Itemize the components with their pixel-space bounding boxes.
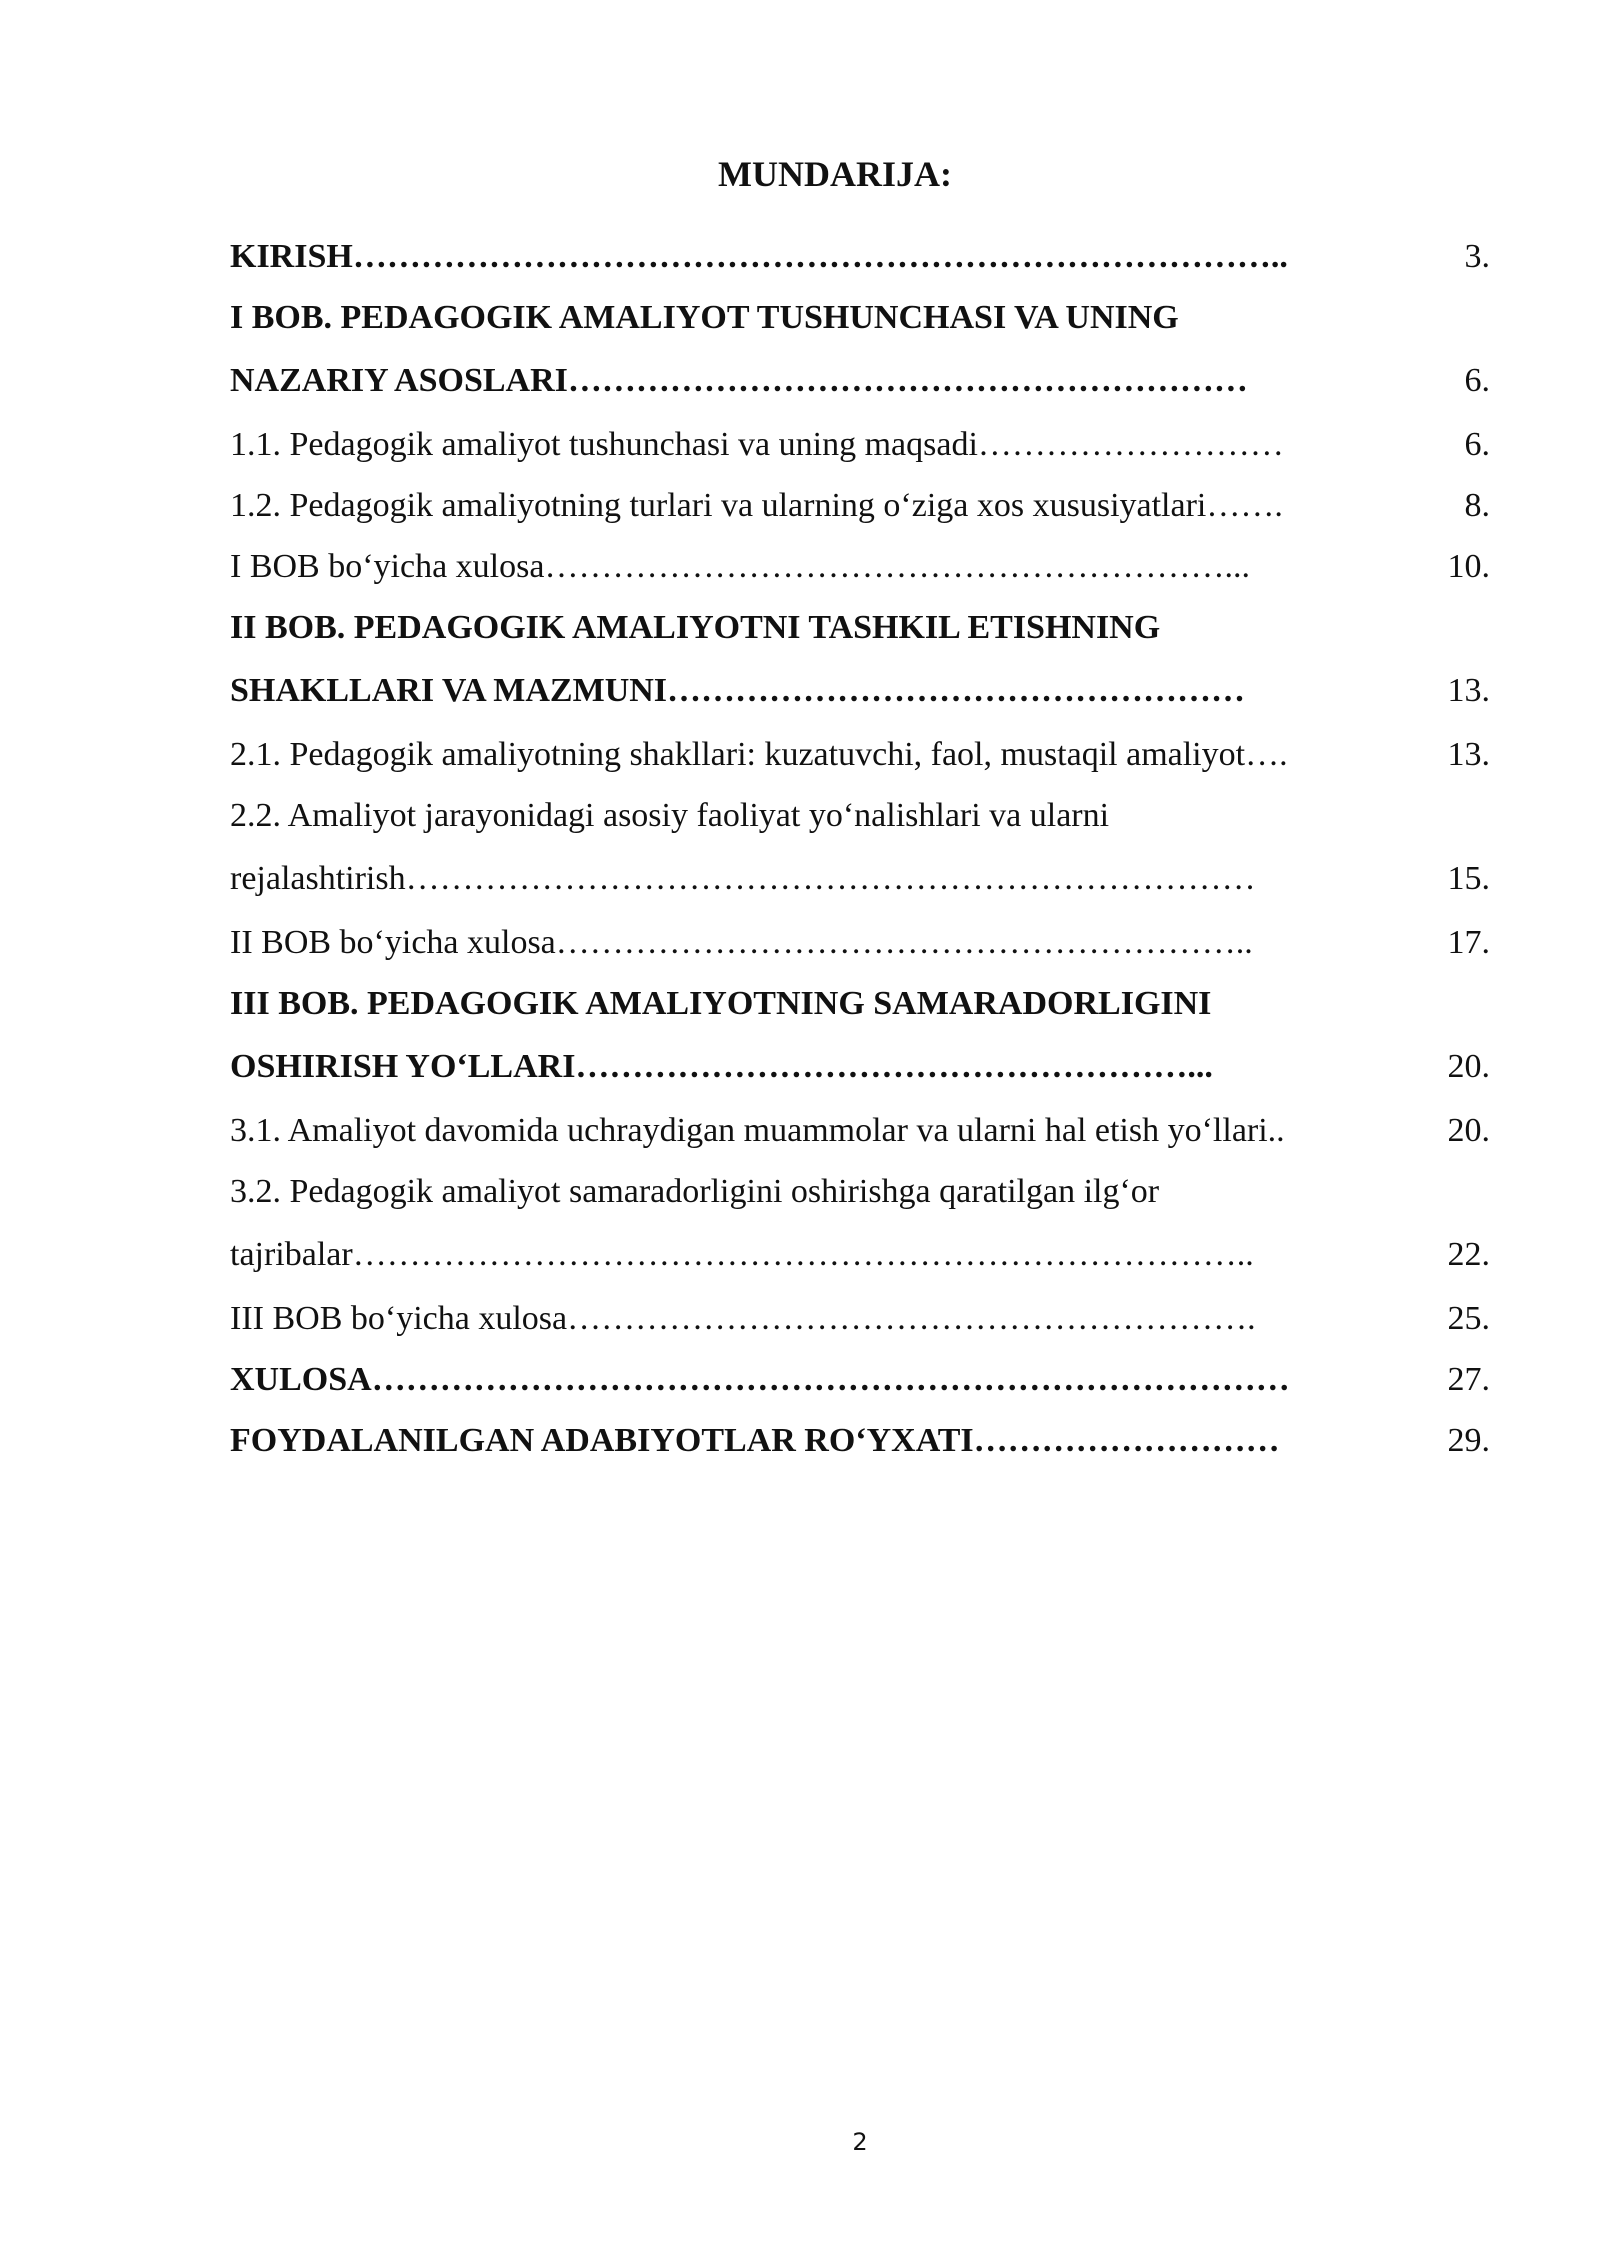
table-of-contents: [230, 226, 1490, 1471]
toc-page-number: 27.: [1447, 1361, 1490, 1398]
toc-entry-text: III BOB. PEDAGOGIK AMALIYOTNING SAMARADORLIGINI: [230, 985, 1212, 1022]
toc-page-number: 20.: [1447, 1112, 1490, 1149]
toc-page-number: 8.: [1464, 487, 1490, 524]
toc-page-number: 25.: [1447, 1300, 1490, 1337]
toc-entry-chapter-3-line1: [230, 973, 1490, 1034]
toc-entry-xulosa: [230, 1349, 1490, 1410]
toc-page-number: 6.: [1464, 362, 1490, 399]
toc-entry-text: 3.1. Amaliyot davomida uchraydigan muammolar va ularni hal etish yo‘llari..: [230, 1112, 1285, 1149]
toc-entry-chapter-1-line1: [230, 287, 1490, 348]
toc-entry-kirish: [230, 226, 1490, 287]
toc-entry-2-1: [230, 724, 1490, 785]
toc-page-number: 29.: [1447, 1422, 1490, 1459]
toc-entry-text: tajribalar……………………………………………………………………..: [230, 1236, 1254, 1273]
toc-entry-text: FOYDALANILGAN ADABIYOTLAR RO‘YXATI………………………: [230, 1422, 1280, 1459]
toc-entry-text: 1.1. Pedagogik amaliyot tushunchasi va uning maqsadi………………………: [230, 426, 1284, 463]
toc-entry-chapter-3-summary: [230, 1288, 1490, 1349]
toc-entry-text: 3.2. Pedagogik amaliyot samaradorligini oshirishga qaratilgan ilg‘or: [230, 1173, 1160, 1210]
toc-entry-chapter-2-summary: [230, 912, 1490, 973]
toc-page-number: 10.: [1447, 548, 1490, 585]
toc-entry-text: SHAKLLARI VA MAZMUNI……………………………………………: [230, 672, 1246, 709]
toc-page-number: 3.: [1464, 238, 1490, 275]
toc-entry-chapter-1-line2: [230, 348, 1490, 414]
toc-entry-text: 1.2. Pedagogik amaliyotning turlari va ularning o‘ziga xos xususiyatlari…….: [230, 487, 1283, 524]
toc-entry-text: rejalashtirish…………………………………………………………………: [230, 860, 1256, 897]
toc-entry-text: NAZARIY ASOSLARI……………………………………………………: [230, 362, 1248, 399]
toc-entry-2-2-line1: [230, 785, 1490, 846]
toc-entry-text: 2.1. Pedagogik amaliyotning shakllari: kuzatuvchi, faol, mustaqil amaliyot….: [230, 736, 1288, 773]
toc-entry-chapter-1-summary: [230, 536, 1490, 597]
toc-entry-text: I BOB bo‘yicha xulosa……………………………………………………...: [230, 548, 1250, 585]
toc-entry-chapter-2-line2: [230, 658, 1490, 724]
toc-entry-3-2-line2: [230, 1222, 1490, 1288]
toc-entry-chapter-2-line1: [230, 597, 1490, 658]
toc-entry-references: [230, 1410, 1490, 1471]
toc-entry-chapter-3-line2: [230, 1034, 1490, 1100]
toc-entry-1-1: [230, 414, 1490, 475]
toc-page-number: 6.: [1464, 426, 1490, 463]
toc-entry-text: I BOB. PEDAGOGIK AMALIYOT TUSHUNCHASI VA UNING: [230, 299, 1179, 336]
toc-entry-text: II BOB. PEDAGOGIK AMALIYOTNI TASHKIL ETISHNING: [230, 609, 1161, 646]
toc-entry-3-2-line1: [230, 1161, 1490, 1222]
toc-entry-2-2-line2: [230, 846, 1490, 912]
toc-entry-3-1: [230, 1100, 1490, 1161]
toc-page-number: 15.: [1447, 860, 1490, 897]
page-number: 2: [852, 2128, 868, 2156]
page-title: MUNDARIJA:: [718, 154, 952, 194]
toc-entry-text: OSHIRISH YO‘LLARI………………………………………………...: [230, 1048, 1213, 1085]
toc-entry-text: 2.2. Amaliyot jarayonidagi asosiy faoliyat yo‘nalishlari va ularni: [230, 797, 1110, 834]
toc-page-number: 22.: [1447, 1236, 1490, 1273]
toc-entry-1-2: [230, 475, 1490, 536]
toc-entry-text: KIRISH………………………………………………………………………..: [230, 238, 1288, 275]
toc-page-number: 17.: [1447, 924, 1490, 961]
toc-entry-text: III BOB bo‘yicha xulosa…………………………………………………….: [230, 1300, 1256, 1337]
toc-entry-text: XULOSA………………………………………………………………………: [230, 1361, 1290, 1398]
toc-page-number: 20.: [1447, 1048, 1490, 1085]
toc-page-number: 13.: [1447, 736, 1490, 773]
toc-entry-text: II BOB bo‘yicha xulosa……………………………………………………..: [230, 924, 1253, 961]
toc-page-number: 13.: [1447, 672, 1490, 709]
